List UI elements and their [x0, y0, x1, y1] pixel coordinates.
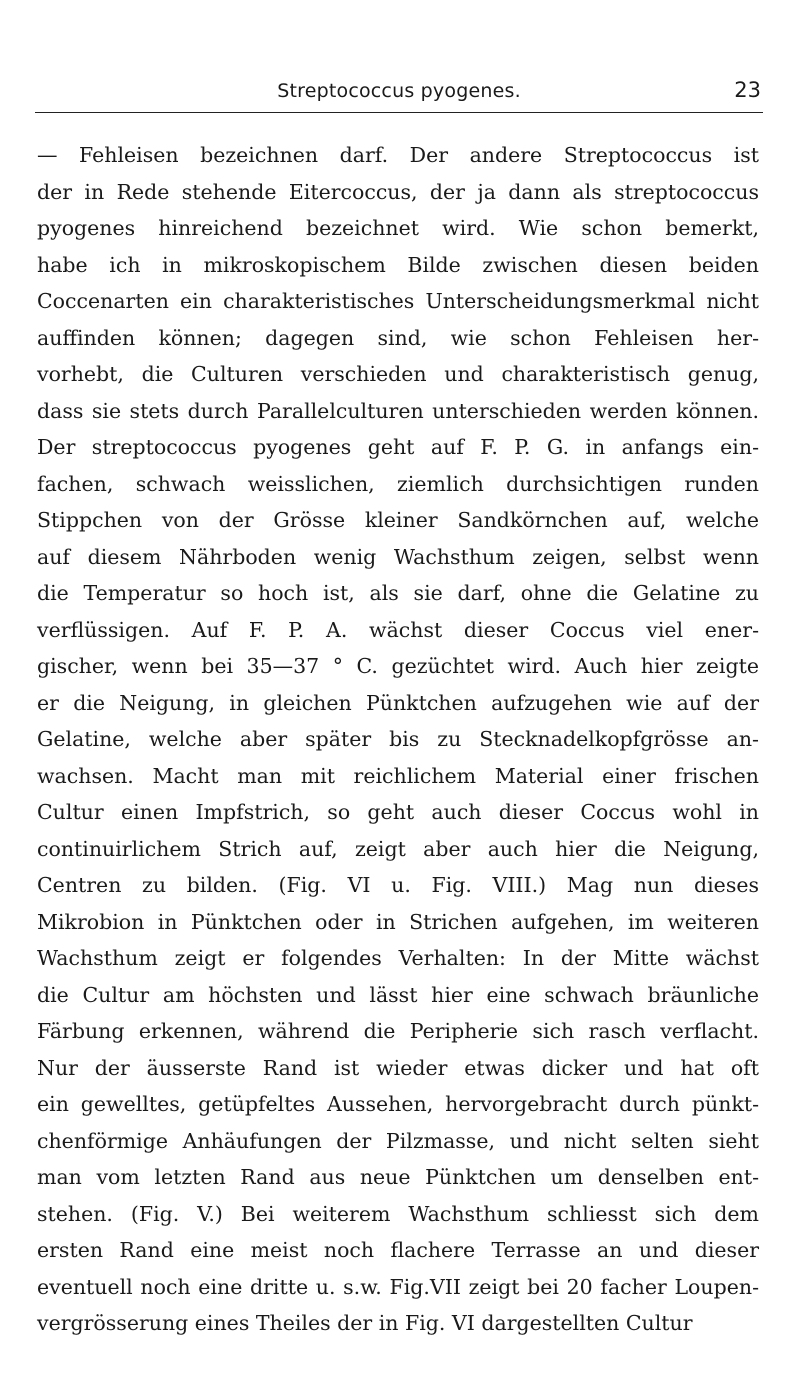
text-line: — Fehleisen bezeichnen darf. Der andere Streptococcus ist [37, 143, 759, 167]
text-line: auffinden können; dagegen sind, wie schon Fehleisen her- [37, 325, 759, 350]
text-line: chenförmige Anhäufungen der Pilzmasse, und nicht selten sieht [37, 1128, 759, 1153]
text-line: die Cultur am höchsten und lässt hier eine schwach bräunliche [37, 982, 759, 1007]
text-line: habe ich in mikroskopischem Bilde zwischen diesen beiden [37, 252, 759, 277]
text-line: Färbung erkennen, während die Peripherie sich rasch verflacht. [37, 1019, 759, 1043]
running-header [35, 72, 763, 113]
text-line: pyogenes hinreichend bezeichnet wird. Wie schon bemerkt, [37, 216, 759, 240]
text-line: dass sie stets durch Parallelculturen unterschieden werden können. [37, 398, 759, 423]
text-line: gischer, wenn bei 35—37 ° C. gezüchtet wird. Auch hier zeigte [37, 654, 759, 678]
text-line: vergrösserung eines Theiles der in Fig. VI dargestellten Cultur [37, 1311, 693, 1335]
text-line: Cultur einen Impfstrich, so geht auch dieser Coccus wohl in [37, 800, 759, 824]
text-line: continuirlichem Strich auf, zeigt aber auch hier die Neigung, [37, 836, 759, 861]
text-line: der in Rede stehende Eitercoccus, der ja dann als streptococcus [37, 179, 759, 204]
text-line: stehen. (Fig. V.) Bei weiterem Wachsthum schliesst sich dem [37, 1201, 759, 1226]
text-line: vorhebt, die Culturen verschieden und charakteristisch genug, [37, 362, 759, 386]
running-title: Streptococcus pyogenes. [277, 80, 521, 102]
text-line: Centren zu bilden. (Fig. VI u. Fig. VIII.) Mag nun dieses [37, 873, 759, 897]
text-line: wachsen. Macht man mit reichlichem Material einer frischen [37, 763, 759, 788]
text-line: eventuell noch eine dritte u. s.w. Fig.VII zeigt bei 20 facher Loupen- [37, 1274, 759, 1299]
text-line: Stippchen von der Grösse kleiner Sandkörnchen auf, welche [37, 508, 759, 532]
text-line: auf diesem Nährboden wenig Wachsthum zeigen, selbst wenn [37, 544, 759, 569]
text-line: Der streptococcus pyogenes geht auf F. P. G. in anfangs ein- [37, 435, 759, 459]
text-line: Gelatine, welche aber später bis zu Stecknadelkopfgrösse an- [37, 727, 759, 751]
text-line: Coccenarten ein charakteristisches Unterscheidungsmerkmal nicht [37, 289, 759, 313]
text-line: ersten Rand eine meist noch flachere Terrasse an und dieser [37, 1238, 759, 1262]
text-line: er die Neigung, in gleichen Pünktchen aufzugehen wie auf der [37, 690, 759, 715]
text-line: Wachsthum zeigt er folgendes Verhalten: In der Mitte wächst [37, 946, 759, 970]
body-text [37, 137, 759, 1342]
text-line: die Temperatur so hoch ist, als sie darf, ohne die Gelatine zu [37, 581, 759, 605]
text-line: man vom letzten Rand aus neue Pünktchen um denselben ent- [37, 1165, 759, 1189]
text-line: verflüssigen. Auf F. P. A. wächst dieser Coccus viel ener- [37, 617, 759, 642]
text-line: fachen, schwach weisslichen, ziemlich durchsichtigen runden [37, 471, 759, 496]
text-line: ein gewelltes, getüpfeltes Aussehen, hervorgebracht durch pünkt- [37, 1092, 759, 1116]
page-number: 23 [734, 78, 761, 102]
text-line: Nur der äusserste Rand ist wieder etwas dicker und hat oft [37, 1055, 759, 1080]
text-line: Mikrobion in Pünktchen oder in Strichen aufgehen, im weiteren [37, 909, 759, 934]
